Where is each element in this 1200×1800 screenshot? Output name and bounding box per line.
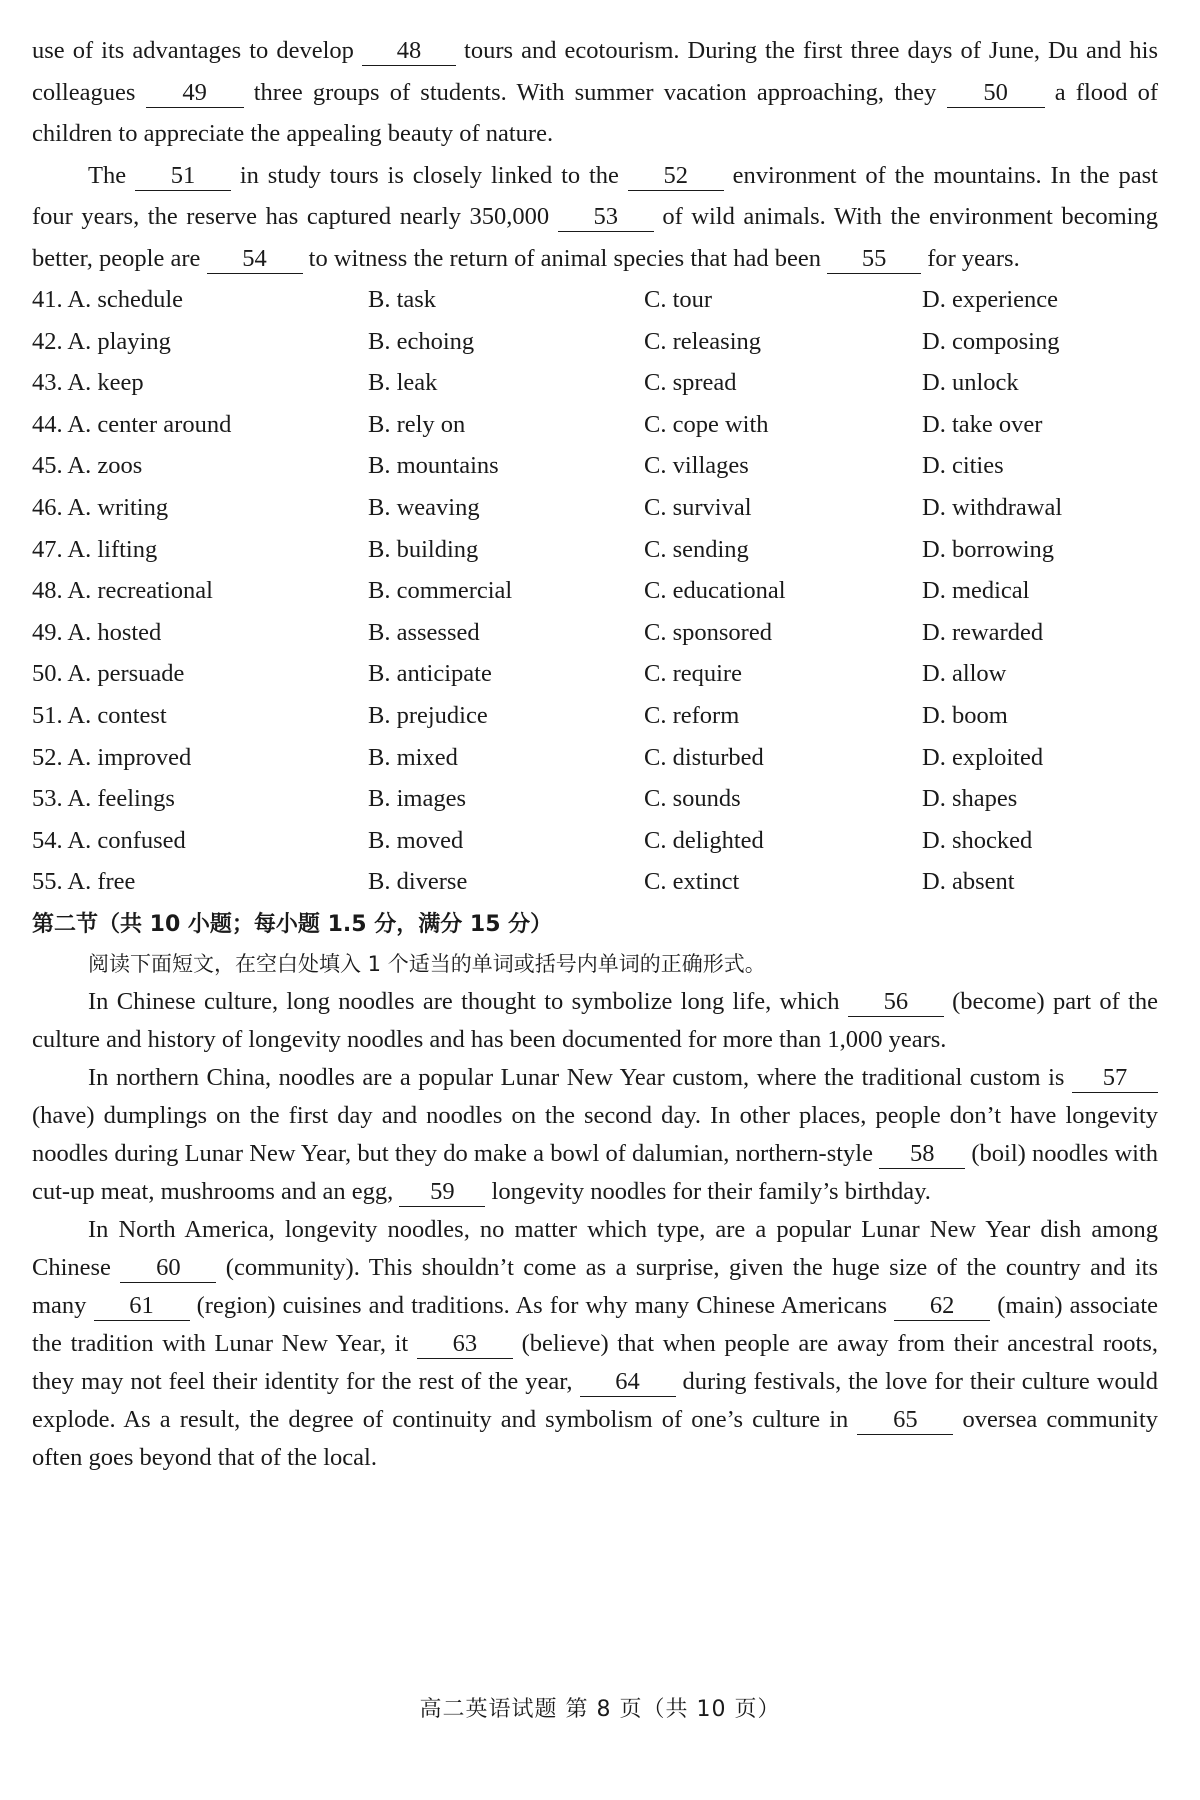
- option-b: B. echoing: [368, 327, 475, 355]
- option-c: C. disturbed: [644, 743, 764, 771]
- option-row: [32, 778, 1158, 820]
- text: of wild animals. With the environment becoming better, people are: [32, 203, 1158, 272]
- option-c: C. extinct: [644, 868, 740, 896]
- passage2-paragraph-3: [32, 1211, 1158, 1477]
- option-c: C. educational: [644, 577, 786, 605]
- text: (have) dumplings on the first day and noodles on the second day. In other places, people don’t have longevity noodles during Lunar New Year, but they do make a bowl of dalumian, northern-style: [32, 1101, 1158, 1167]
- option-c: C. require: [644, 660, 742, 688]
- blank-63: 63: [417, 1330, 513, 1359]
- blank-48: 48: [362, 37, 456, 66]
- text: during festivals, the love for their culture would explode. As a result, the degree of continuity and symbolism of one’s culture in: [32, 1367, 1159, 1433]
- text: (region) cuisines and traditions. As for why many Chinese Americans: [196, 1291, 888, 1319]
- option-a: 47. A. lifting: [32, 535, 158, 563]
- blank-60: 60: [120, 1254, 216, 1283]
- option-row: [32, 404, 1158, 446]
- option-a: 51. A. contest: [32, 701, 167, 729]
- section-instruction: 阅读下面短文，在空白处填入 1 个适当的单词或括号内单词的正确形式。: [88, 951, 766, 976]
- passage1-paragraph-1: [32, 30, 1158, 155]
- option-d: D. withdrawal: [922, 493, 1063, 521]
- option-d: D. cities: [922, 452, 1004, 480]
- option-row: [32, 695, 1158, 737]
- text: (main) associate the tradition with Lunar New Year, it: [32, 1291, 1159, 1357]
- text: (believe) that when people are away from their ancestral roots, they may not feel their identity for the rest of the year,: [32, 1329, 1159, 1395]
- option-b: B. anticipate: [368, 660, 492, 688]
- option-row: [32, 653, 1158, 695]
- option-d: D. experience: [922, 286, 1059, 313]
- text: longevity noodles for their family’s birthday.: [491, 1177, 931, 1205]
- blank-53: 53: [558, 203, 654, 232]
- option-a: 43. A. keep: [32, 369, 144, 397]
- blank-62: 62: [894, 1292, 990, 1321]
- option-c: C. releasing: [644, 327, 762, 355]
- option-a: 55. A. free: [32, 868, 136, 896]
- text: for years.: [927, 244, 1020, 272]
- passage1-paragraph-2: [32, 155, 1158, 280]
- passage2-paragraph-1: [32, 983, 1158, 1059]
- text: (boil) noodles with cut-up meat, mushrooms and an egg,: [32, 1139, 1158, 1205]
- option-b: B. moved: [368, 826, 464, 854]
- option-a: 44. A. center around: [32, 410, 232, 438]
- option-b: B. building: [368, 535, 479, 563]
- blank-50: 50: [947, 79, 1045, 108]
- option-c: C. survival: [644, 493, 752, 521]
- blank-54: 54: [207, 245, 303, 274]
- text: oversea community often goes beyond that of the local.: [32, 1405, 1158, 1471]
- option-d: D. shapes: [922, 785, 1018, 813]
- option-row: [32, 570, 1158, 612]
- option-b: B. diverse: [368, 868, 468, 896]
- option-c: C. villages: [644, 452, 749, 480]
- option-a: 46. A. writing: [32, 493, 169, 521]
- blank-61: 61: [94, 1292, 190, 1321]
- passage2-paragraph-2: [32, 1059, 1158, 1211]
- option-row: [32, 321, 1158, 363]
- option-a: 54. A. confused: [32, 826, 186, 854]
- blank-55: 55: [827, 245, 921, 274]
- option-a: 48. A. recreational: [32, 577, 213, 605]
- option-b: B. weaving: [368, 493, 480, 521]
- text: In North America, longevity noodles, no matter which type, are a popular Lunar New Year dish among Chinese: [32, 1215, 1158, 1281]
- option-d: D. exploited: [922, 743, 1044, 771]
- option-c: C. tour: [644, 286, 713, 313]
- text: three groups of students. With summer vacation approaching, they: [253, 78, 937, 106]
- option-c: C. spread: [644, 369, 737, 397]
- option-d: D. take over: [922, 410, 1043, 438]
- text: in study tours is closely linked to the: [239, 161, 619, 189]
- option-d: D. medical: [922, 577, 1030, 605]
- text: (community). This shouldn’t come as a surprise, given the huge size of the country and its many: [32, 1253, 1159, 1319]
- option-b: B. images: [368, 785, 466, 813]
- option-d: D. composing: [922, 327, 1060, 355]
- section-heading: 第二节（共 10 小题；每小题 1.5 分，满分 15 分）: [32, 911, 553, 937]
- option-b: B. commercial: [368, 577, 513, 605]
- blank-49: 49: [146, 79, 244, 108]
- option-d: D. allow: [922, 660, 1007, 688]
- option-row: [32, 487, 1158, 529]
- text: environment of the mountains. In the past four years, the reserve has captured nearly 350,000: [32, 161, 1158, 230]
- blank-64: 64: [580, 1368, 676, 1397]
- text: The: [88, 161, 127, 189]
- option-row: [32, 820, 1158, 862]
- text: tours and ecotourism. During the first three days of June, Du and his colleagues: [32, 37, 1159, 106]
- blank-65: 65: [857, 1406, 953, 1435]
- option-d: D. boom: [922, 701, 1008, 729]
- blank-59: 59: [399, 1178, 485, 1207]
- option-d: D. shocked: [922, 826, 1033, 854]
- option-row: [32, 529, 1158, 571]
- option-b: B. leak: [368, 369, 438, 397]
- blank-58: 58: [879, 1140, 965, 1169]
- option-c: C. sponsored: [644, 618, 772, 646]
- text: In northern China, noodles are a popular Lunar New Year custom, where the traditional custom is: [88, 1063, 1065, 1091]
- page-footer: 高二英语试题 第 8 页（共 10 页）: [419, 1697, 781, 1722]
- option-d: D. absent: [922, 868, 1015, 896]
- option-c: C. cope with: [644, 410, 769, 438]
- blank-56: 56: [848, 988, 944, 1017]
- option-d: D. unlock: [922, 369, 1019, 397]
- blank-51: 51: [135, 162, 231, 191]
- answer-options: [32, 279, 1158, 903]
- option-c: C. sounds: [644, 785, 741, 813]
- option-row: [32, 279, 1158, 321]
- option-b: B. assessed: [368, 618, 480, 646]
- option-row: [32, 861, 1158, 903]
- option-row: [32, 612, 1158, 654]
- option-c: C. reform: [644, 701, 740, 729]
- option-a: 50. A. persuade: [32, 660, 185, 688]
- option-a: 49. A. hosted: [32, 618, 162, 646]
- option-b: B. rely on: [368, 410, 466, 438]
- option-b: B. prejudice: [368, 701, 488, 729]
- blank-52: 52: [628, 162, 724, 191]
- option-a: 42. A. playing: [32, 327, 171, 355]
- text: a flood of children to appreciate the appealing beauty of nature.: [32, 78, 1159, 147]
- blank-57: 57: [1072, 1064, 1158, 1093]
- option-a: 53. A. feelings: [32, 785, 175, 813]
- option-row: [32, 737, 1158, 779]
- option-a: 52. A. improved: [32, 743, 192, 771]
- text: (become) part of the culture and history of longevity noodles and has been documented for more than 1,000 years.: [32, 987, 1159, 1053]
- option-b: B. task: [368, 286, 437, 313]
- text: to witness the return of animal species that had been: [308, 244, 821, 272]
- option-a: 45. A. zoos: [32, 452, 143, 480]
- text: In Chinese culture, long noodles are thought to symbolize long life, which: [88, 987, 840, 1015]
- option-c: C. sending: [644, 535, 749, 563]
- text: use of its advantages to develop: [32, 37, 354, 64]
- option-b: B. mountains: [368, 452, 499, 480]
- option-c: C. delighted: [644, 826, 764, 854]
- option-d: D. rewarded: [922, 618, 1044, 646]
- option-row: [32, 362, 1158, 404]
- option-b: B. mixed: [368, 743, 458, 771]
- option-a: 41. A. schedule: [32, 286, 184, 313]
- option-row: [32, 445, 1158, 487]
- option-d: D. borrowing: [922, 535, 1055, 563]
